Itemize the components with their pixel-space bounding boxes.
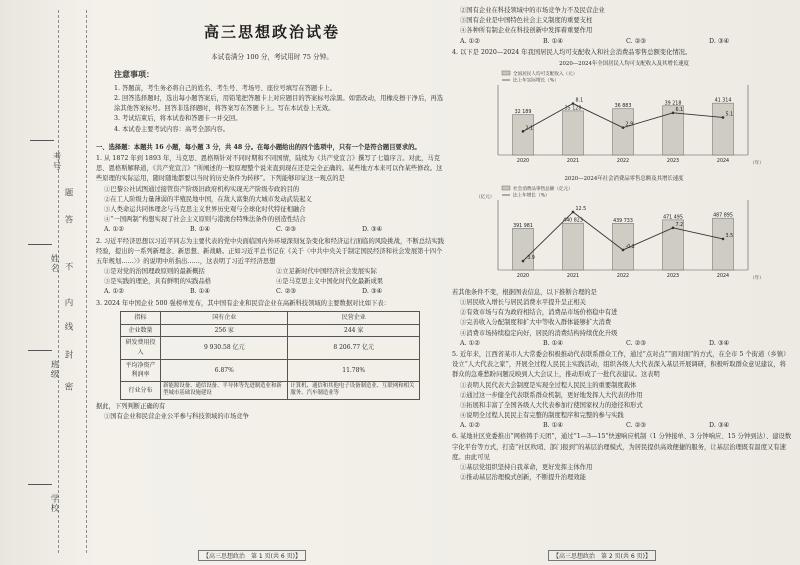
income-chart-svg: [474, 69, 774, 169]
question-3: [96, 299, 448, 422]
x-tick-label: 2023: [666, 273, 680, 279]
name-label: 姓名: [49, 254, 59, 273]
school-label: 学校: [49, 494, 59, 513]
x-axis-label: （年）: [750, 160, 764, 166]
answer-choices: [452, 421, 792, 431]
growth-point: [622, 126, 625, 129]
growth-point: [672, 111, 675, 114]
growth-point: [522, 259, 525, 262]
table-cell: 新能源设备、通信设备、半导体等先进制造业和新型城市基础设施建设: [161, 382, 288, 400]
table-cell: 11.78%: [288, 359, 420, 381]
page-footer-2: 【高三思想政治 第 2 页(共 6 页)】: [548, 550, 656, 561]
statement-option: ③人类命运共同体理念与马克思主义世界历史观与全球化时代特征相融合: [104, 205, 306, 213]
growth-value-label: 12.5: [575, 206, 587, 212]
notice-item: 2. 回答选择题时，选出每小题答案后，用铅笔把答题卡上对应题目的答案标号涂黑。如需改动，用橡皮擦干净后，再选涂其他答案标号。回答非选择题时，将答案写在答题卡上。写在本试卷上无效。: [114, 95, 444, 113]
growth-value-label: 3.5: [725, 233, 734, 239]
exam-title: 高三思想政治试卷: [203, 23, 340, 41]
legend-label-bar: 全国居民人均可支配收入（元）: [513, 71, 578, 77]
statement-option: ①表明人民代表大会制度是实现全过程人民民主的重要制度载体: [460, 381, 637, 389]
name-blank: [28, 244, 52, 245]
statement-option: ②推动基层治理模式创新，不断提升治理效能: [460, 474, 586, 482]
statement-option: ③国有企业是中国特色社会主义制度的重要支柱: [460, 17, 593, 25]
bar: [513, 114, 534, 154]
table-row: [121, 359, 420, 381]
growth-point: [722, 116, 725, 119]
retail-chart-svg: [474, 184, 774, 284]
growth-value-label: 6.1: [675, 107, 684, 113]
y-axis-label: （亿元）: [476, 194, 495, 200]
x-tick-label: 2020: [516, 273, 530, 279]
choice-a[interactable]: A. ①②: [460, 339, 480, 347]
growth-value-label: -3.9: [525, 255, 535, 261]
statement-option: ①居民收入增长与居民消费水平提升呈正相关: [460, 299, 586, 306]
table-header: 民营企业: [288, 311, 420, 324]
table-header: 指标: [121, 311, 161, 324]
question-stem: 2. 习近平经济思想以习近平同志为主要代表的党中央面临国内外环境深刻复杂变化和经济运行面临的风险挑战，不断总结实践经验，提出的一系列新理念、新思想、新战略。正如习近平总书记在《关于〈中共中央关于制定国民经济和社会发展第十四个五年规划……〉》的说明中所指出……，这表明了习近平经济思想: [96, 237, 445, 265]
table-cell: 9 930.58 亿元: [161, 337, 288, 359]
question-6: [452, 432, 792, 483]
exam-no-blank: [30, 140, 54, 141]
school-blank: [28, 484, 52, 485]
legend-swatch-bar: [502, 186, 510, 190]
growth-point: [522, 130, 525, 133]
exam-no-label: 考号: [51, 152, 61, 171]
growth-value-label: 2.9: [625, 122, 634, 128]
question-5: [452, 350, 792, 432]
choice-c[interactable]: C. ②③: [626, 339, 646, 347]
statement-option: ②在工人阶级力量薄弱的半殖民地中国，在敌人富集的大城市发动武装起义: [104, 195, 312, 203]
table-cell: 行业分布: [121, 382, 161, 400]
statement-option: ②立足新时代中国经济社会发展实际: [276, 268, 377, 276]
table-row: [121, 324, 420, 337]
choice-b[interactable]: B. ①④: [543, 422, 563, 430]
seal-line-inner: [86, 10, 87, 553]
bar: [713, 218, 734, 270]
notice-item: 4. 本试卷主要考试内容：高考全部内容。: [114, 125, 230, 133]
table-row: [121, 337, 420, 359]
x-tick-label: 2022: [616, 158, 630, 164]
question-follow: 若其他条件不变，根据图表信息，以下推断合理的是: [452, 288, 597, 296]
chart-title: 2020—2024年社会消费品零售总额及其增长速度: [564, 175, 684, 182]
x-tick-label: 2022: [616, 273, 630, 279]
statement-option: ④“一国两制”构想实现了社会主义原则与港澳台特殊法条件的创造性结合: [104, 216, 306, 224]
choice-d[interactable]: D. ③④: [709, 339, 730, 347]
growth-value-label: 2.1: [525, 126, 534, 132]
choice-c[interactable]: C. ②③: [276, 288, 296, 296]
notice-block: [96, 69, 448, 135]
table-row: [121, 382, 420, 400]
choice-b[interactable]: B. ①④: [543, 339, 563, 347]
bar: [713, 103, 734, 155]
bar-value-label: 41 314: [714, 98, 732, 104]
page-1: [96, 0, 448, 422]
choice-d[interactable]: D. ③④: [362, 288, 383, 296]
choice-a[interactable]: A. ①②: [460, 422, 480, 430]
choice-a[interactable]: A. ①②: [460, 37, 480, 45]
retail-chart: [474, 175, 774, 288]
class-label: 班级: [49, 360, 59, 379]
seal-char-7: 密: [63, 382, 73, 392]
choice-c[interactable]: C. ②③: [276, 226, 296, 234]
chart-title: 2020—2024年全国居民人均可支配收入及其增长速度: [559, 60, 689, 67]
q3-continued: [452, 6, 792, 47]
table-cell: 计算机、通信和其他电子设备制造业、互联网和相关服务、汽车制造业等: [288, 382, 420, 400]
question-stem: 3. 2024 年中国企业 500 强榜单发布，其中国有企业和民营企业在高新科技领域的主要数据对比如下表：: [96, 299, 390, 307]
statement-option: ①巴黎公社试图通过接管资产阶级旧政府机构实现无产阶级专政的目的: [104, 185, 300, 193]
statement-option: ①基层党组织坚持自我革命，更好发挥主体作用: [460, 464, 593, 471]
statement-option: ③完善收入分配制度和扩大中等收入群体能够扩大消费: [460, 319, 612, 327]
question-1: [96, 154, 448, 236]
statement-option: ②通过这一步健全代表联系群众机制，更好地发挥人大代表的作用: [460, 391, 643, 399]
score-note: 本试卷满分 100 分，考试用时 75 分钟。: [211, 53, 333, 62]
choice-b[interactable]: B. ①④: [190, 288, 210, 296]
table-cell: 研发费用投入: [121, 337, 161, 359]
bar-value-label: 35 128: [564, 106, 582, 112]
table-header: 国有企业: [161, 311, 288, 324]
bar-value-label: 471 495: [663, 215, 683, 221]
growth-value-label: 7.2: [675, 222, 684, 228]
table-cell: 6.87%: [161, 359, 288, 381]
statement-option: ④是马克思主义中国化时代化最新成果: [276, 278, 384, 286]
growth-point: [722, 237, 725, 240]
choice-b[interactable]: B. ①④: [543, 37, 563, 45]
choice-c[interactable]: C. ②③: [626, 37, 646, 45]
statement-option: ④说明全过程人民民主有完整的制度程序和完整的参与实践: [460, 412, 624, 420]
seal-char-6: 封: [63, 350, 73, 360]
question-follow: 据此，下列判断正确的有: [96, 402, 166, 410]
bar-value-label: 32 189: [514, 109, 532, 115]
bar-value-label: 487 895: [713, 213, 733, 219]
notice-heading: 注意事项：: [114, 69, 154, 79]
seal-line: [58, 10, 59, 553]
income-chart: [474, 60, 774, 173]
growth-value-label: 5.1: [725, 112, 734, 118]
choice-d[interactable]: D. ③④: [709, 37, 730, 45]
growth-point: [572, 102, 575, 105]
enterprise-table: [120, 311, 420, 400]
table-cell: 244 家: [288, 324, 420, 337]
question-stem: 5. 近年来，江西省某市人大常委会积极推动代表联系群众工作，通过“点对点”“面对面”的方式，在全市 5 个街道（乡镇）设立“人大代表之家”，开展全过程人民民主实践活动，组织各级人大代表深入基层开展调研，积极听取群众意见建议，将群众的急难愁盼问题反映到人大会议上，推动形成了一批代表建议。这表明: [452, 350, 790, 379]
choice-d[interactable]: D. ③④: [362, 226, 383, 234]
question-4: [452, 48, 792, 349]
choice-a[interactable]: A. ①②: [104, 288, 124, 296]
section-1-heading: 一、选择题：本题共 16 小题，每小题 3 分，共 48 分。在每小题给出的四个选项中，只有一个是符合题目要求的。: [96, 143, 421, 151]
growth-value-label: 8.1: [575, 98, 584, 104]
seal-char-2: 答: [63, 215, 73, 225]
x-tick-label: 2023: [666, 158, 680, 164]
choice-b[interactable]: B. ①④: [190, 226, 210, 234]
x-tick-label: 2024: [716, 273, 730, 279]
seal-char-3: 不: [63, 262, 73, 272]
class-blank: [28, 350, 52, 351]
bar-value-label: 391 981: [513, 223, 533, 229]
question-stem: 1. 从 1872 年到 1893 年，马克思、恩格斯针对不同时期和不同国情，陆续为《共产党宣言》撰写了七篇序言。对此，马克思、恩格斯解释道，《共产党宣言》“所阐述的一般原理整个说来直到现在还是完全正确的。某些地方本来可以作某些修改。这些原理的实际运用，随时随地都要以当时的历史条件为转移”。下列能够印证这一观点的是: [96, 155, 443, 183]
growth-point: [672, 226, 675, 229]
x-axis-label: （年）: [750, 275, 764, 281]
table-cell: 256 家: [161, 324, 288, 337]
binding-margin: [0, 0, 92, 565]
x-tick-label: 2024: [716, 158, 730, 164]
statement-option: ④各种所有制企业在科技创新中发挥着重要作用: [460, 27, 593, 35]
bar: [563, 223, 584, 270]
bar: [613, 108, 634, 154]
table-cell: 企业数量: [121, 324, 161, 337]
question-stem: 6. 某地社区党委推出“网格铸手天团”，通过“1—3—15”快速响应机制（1 分钟接单、3 分钟响应、15 分钟到达）、建设数字化平台等方式，打造“社区吹哨、部门报到”的基层治理模式，为居民提供高效便捷的服务，让基层治理既有温度又有速度。由此可见: [452, 433, 792, 461]
table-header-row: [121, 311, 420, 324]
statement-option: ③拓展和丰富了全国各级人大代表参加行使国家权力的途径和形式: [460, 401, 643, 409]
growth-value-label: -0.2: [625, 244, 635, 250]
bar-value-label: 39 218: [664, 100, 682, 106]
statement-option: ②有效市场与有为政府相结合，消费品市场价格稳中有进: [460, 309, 618, 317]
answer-choices: [452, 37, 792, 47]
question-stem: 4. 以下是 2020—2024 年我国居民人均可支配收入和社会消费品零售总额变化情况。: [452, 48, 692, 56]
x-tick-label: 2020: [516, 158, 530, 164]
page-2: [452, 0, 792, 483]
statement-options: [96, 267, 448, 287]
legend-label-line: 比上年实际增长（%）: [513, 78, 559, 84]
bar-value-label: 439 733: [613, 218, 633, 224]
legend-label-line: 比上年增长（%）: [513, 193, 550, 199]
table-cell: 平均净资产利润率: [121, 359, 161, 381]
question-2: [96, 237, 448, 298]
statement-option: ①国有企业和民营企业公平参与科技领域的市场竞争: [104, 412, 249, 420]
x-tick-label: 2021: [566, 273, 580, 279]
notice-item: 1. 答题前，考生务必将自己的姓名、考生号、考场号、座位号填写在答题卡上。: [114, 84, 337, 92]
legend-label-bar: 社会消费品零售总额（亿元）: [513, 186, 573, 192]
statement-option: ③是实践的理论，具有鲜明的实践品格: [104, 278, 212, 286]
x-tick-label: 2021: [566, 158, 580, 164]
growth-point: [622, 248, 625, 251]
choice-c[interactable]: C. ②③: [626, 422, 646, 430]
seal-char-4: 内: [63, 298, 73, 308]
bar: [513, 228, 534, 270]
legend-swatch-bar: [502, 71, 510, 75]
notice-item: 3. 考试结束后，将本试卷和答题卡一并交回。: [114, 115, 242, 123]
choice-d[interactable]: D. ③④: [709, 422, 730, 430]
seal-char-1: 题: [63, 188, 73, 198]
page-footer-1: 【高三思想政治 第 1 页(共 6 页)】: [198, 550, 306, 561]
seal-char-5: 线: [63, 322, 73, 332]
statement-option: ②国有企业在科技领域中的市场竞争力不及民营企业: [460, 7, 605, 14]
growth-point: [572, 210, 575, 213]
table-cell: 8 206.77 亿元: [288, 337, 420, 359]
choice-a[interactable]: A. ①②: [104, 226, 124, 234]
bar-value-label: 36 883: [614, 103, 632, 109]
answer-choices: [96, 287, 448, 297]
answer-choices: [452, 339, 792, 349]
bar-value-label: 440 823: [563, 218, 583, 224]
bar: [563, 111, 584, 155]
statement-option: ①是对党的治国理政原则的最新概括: [104, 268, 205, 276]
statement-option: ④消费市场持续稳定向好，居民的消费结构持续优化升级: [460, 329, 618, 337]
answer-choices: [96, 225, 448, 235]
